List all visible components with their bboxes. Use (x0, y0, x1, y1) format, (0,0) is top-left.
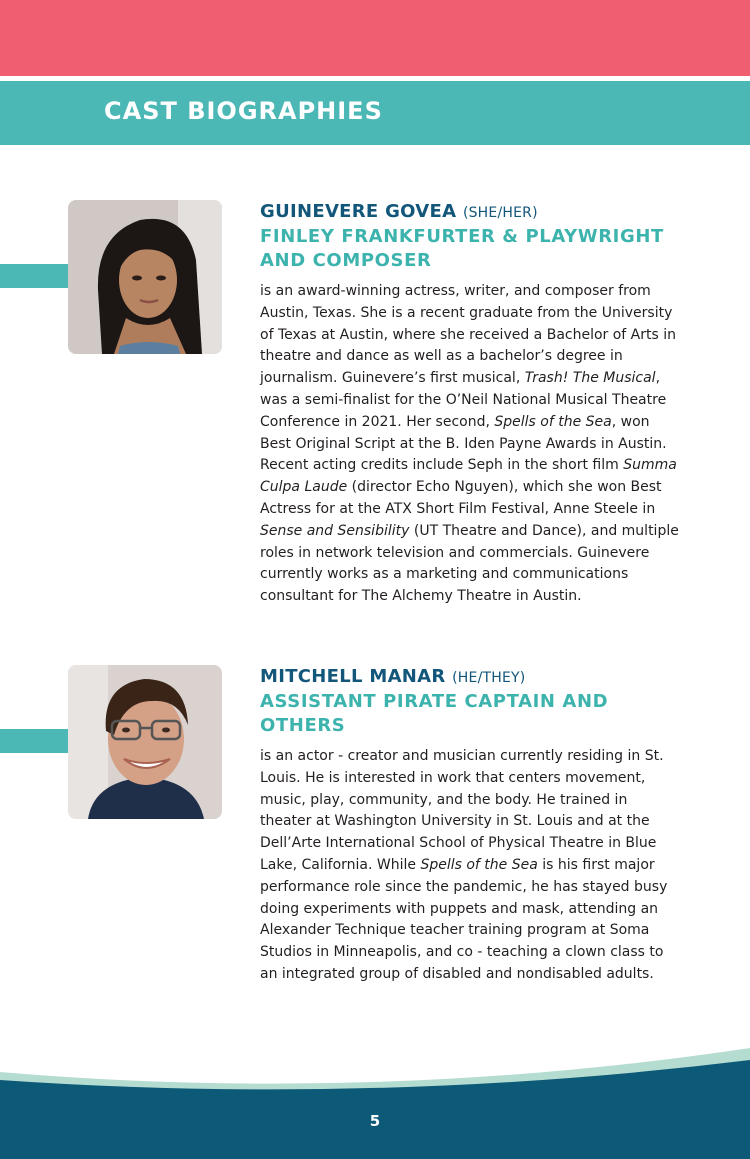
bio-text-segment: , was a semi-finalist for the O’Neil National Musical Theatre Conference in 2021. Her second, (260, 370, 667, 430)
cast-name: GUINEVERE GOVEA (260, 201, 457, 222)
bio-title-italic: Spells of the Sea (494, 413, 612, 430)
page-number: 5 (369, 1112, 381, 1130)
cast-name-line (260, 665, 680, 690)
bio-title-italic: Summa Culpa Laude (260, 457, 677, 496)
cast-bio-text (260, 281, 680, 608)
bio-text-segment: is an award-winning actress, writer, and composer from Austin, Texas. She is a recent graduate from the University of Texas at Austin, where she received a Bachelor of Arts in theatre and dance as well as a bachelor’s degree in journalism. Guinevere’s first musical, (260, 283, 677, 387)
cast-role-line-1: ASSISTANT PIRATE CAPTAIN AND (260, 691, 609, 712)
cast-name-line (260, 200, 680, 225)
portrait-image (68, 200, 222, 354)
cast-bio-mitchell-manar (260, 665, 680, 986)
bio-text-segment: is his first major performance role since the pandemic, he has stayed busy doing experiments with puppets and mask, attending an Alexander Technique teacher training program at Soma Studios in Minneapolis, and co - teaching a clown class to an integrated group of disabled and nondisabled adults. (260, 856, 668, 982)
cast-name: MITCHELL MANAR (260, 666, 446, 687)
bio-text-segment: , won Best Original Script at the B. Iden Payne Awards in Austin. Recent acting credits include Seph in the short film (260, 413, 667, 474)
bio-title-italic: Trash! The Musical (524, 370, 656, 387)
cast-bio-text (260, 746, 680, 986)
portrait-image (68, 665, 222, 819)
page-title: CAST BIOGRAPHIES (104, 97, 383, 125)
headshot-photo (68, 665, 222, 819)
footer-wave (0, 1040, 750, 1159)
bio-text-segment: is an actor - creator and musician currently residing in St. Louis. He is interested in work that centers movement, music, play, community, and the body. He trained in theater at Washington University in St. Louis and at the Dell’Arte International School of Physical Theatre in Blue Lake, California. While (260, 748, 664, 873)
accent-bar (0, 729, 72, 753)
bio-title-italic: Spells of the Sea (420, 856, 538, 873)
cast-bio-guinevere-govea (260, 200, 680, 608)
cast-pronouns: (HE/THEY) (452, 670, 526, 686)
bio-title-italic: Sense and Sensibility (260, 522, 410, 539)
headshot-photo (68, 200, 222, 354)
top-color-band (0, 0, 750, 76)
bio-text-segment: (UT Theatre and Dance), and multiple roles in network television and commercials. Guinevere currently works as a marketing and communications consultant for The Alchemy Theatre in Austin. (260, 522, 679, 605)
bio-text-segment: (director Echo Nguyen), which she won Best Actress for at the ATX Short Film Festival, Anne Steele in (260, 479, 662, 517)
cast-role-line-2: OTHERS (260, 715, 346, 736)
cast-role-line-1: FINLEY FRANKFURTER & PLAYWRIGHT (260, 226, 664, 247)
cast-pronouns: (SHE/HER) (462, 205, 538, 221)
cast-role-line-2: AND COMPOSER (260, 250, 432, 271)
accent-bar (0, 264, 72, 288)
